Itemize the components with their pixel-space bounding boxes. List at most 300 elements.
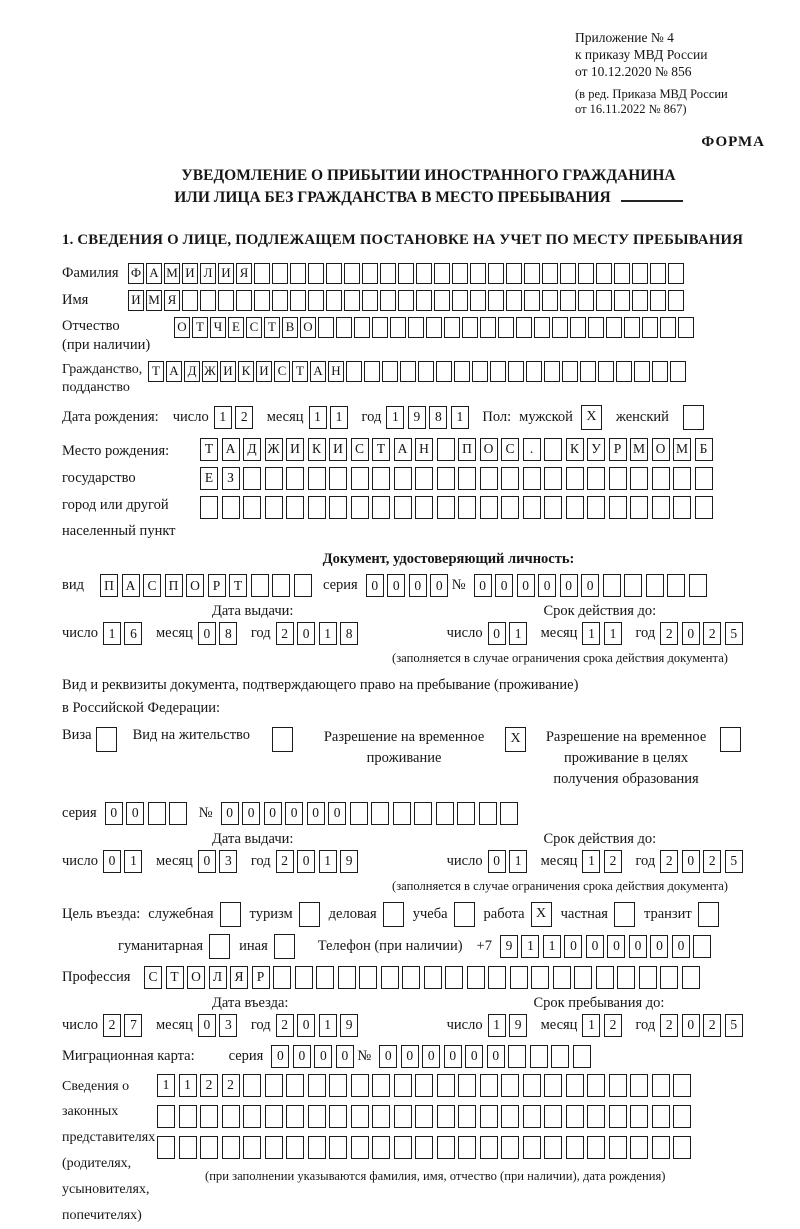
purpose-transit-checkbox[interactable]: [698, 902, 719, 927]
char-cell[interactable]: 7: [124, 1014, 142, 1037]
char-cell[interactable]: [542, 263, 558, 284]
char-cell[interactable]: [444, 317, 460, 338]
char-cell[interactable]: 9: [340, 1014, 358, 1037]
char-cell[interactable]: [667, 574, 685, 597]
char-cell[interactable]: 0: [307, 802, 325, 825]
sex-female-checkbox[interactable]: [683, 405, 704, 430]
char-cell[interactable]: 0: [488, 622, 506, 645]
char-cell[interactable]: [652, 467, 670, 490]
char-cell[interactable]: [673, 467, 691, 490]
char-cell[interactable]: 0: [264, 802, 282, 825]
char-cell[interactable]: К: [238, 361, 254, 382]
char-cell[interactable]: [372, 496, 390, 519]
char-cell[interactable]: [351, 467, 369, 490]
char-cell[interactable]: 0: [560, 574, 578, 597]
char-cell[interactable]: [606, 317, 622, 338]
char-cell[interactable]: 0: [198, 1014, 216, 1037]
char-cell[interactable]: [371, 802, 389, 825]
char-cell[interactable]: [587, 1074, 605, 1097]
char-cell[interactable]: [639, 966, 657, 989]
char-cell[interactable]: [179, 1105, 197, 1128]
char-cell[interactable]: 0: [564, 935, 582, 958]
char-cell[interactable]: [646, 574, 664, 597]
char-cell[interactable]: 1: [509, 850, 527, 873]
char-cell[interactable]: [553, 966, 571, 989]
char-cell[interactable]: К: [566, 438, 584, 461]
char-cell[interactable]: [157, 1105, 175, 1128]
char-cell[interactable]: [458, 467, 476, 490]
char-cell[interactable]: [445, 966, 463, 989]
char-cell[interactable]: [652, 1136, 670, 1159]
char-cell[interactable]: Е: [200, 467, 218, 490]
char-cell[interactable]: С: [274, 361, 290, 382]
char-cell[interactable]: [457, 802, 475, 825]
char-cell[interactable]: [624, 317, 640, 338]
char-cell[interactable]: [414, 802, 432, 825]
char-cell[interactable]: [523, 1136, 541, 1159]
char-cell[interactable]: 0: [297, 1014, 315, 1037]
char-cell[interactable]: Л: [200, 263, 216, 284]
char-cell[interactable]: С: [144, 966, 162, 989]
char-cell[interactable]: [632, 263, 648, 284]
char-cell[interactable]: С: [351, 438, 369, 461]
char-cell[interactable]: [673, 1105, 691, 1128]
char-cell[interactable]: [472, 361, 488, 382]
char-cell[interactable]: [524, 263, 540, 284]
char-cell[interactable]: [480, 317, 496, 338]
char-cell[interactable]: [344, 263, 360, 284]
char-cell[interactable]: [596, 966, 614, 989]
char-cell[interactable]: [609, 467, 627, 490]
char-cell[interactable]: [506, 290, 522, 311]
char-cell[interactable]: [580, 361, 596, 382]
char-cell[interactable]: 0: [495, 574, 513, 597]
char-cell[interactable]: [596, 290, 612, 311]
char-cell[interactable]: [462, 317, 478, 338]
char-cell[interactable]: [222, 1105, 240, 1128]
char-cell[interactable]: Р: [208, 574, 226, 597]
char-cell[interactable]: 0: [581, 574, 599, 597]
char-cell[interactable]: [682, 966, 700, 989]
char-cell[interactable]: И: [182, 263, 198, 284]
char-cell[interactable]: [148, 802, 166, 825]
char-cell[interactable]: П: [165, 574, 183, 597]
char-cell[interactable]: О: [174, 317, 190, 338]
char-cell[interactable]: [236, 290, 252, 311]
char-cell[interactable]: [470, 263, 486, 284]
char-cell[interactable]: [488, 263, 504, 284]
char-cell[interactable]: Т: [292, 361, 308, 382]
char-cell[interactable]: [308, 467, 326, 490]
char-cell[interactable]: Т: [200, 438, 218, 461]
char-cell[interactable]: 2: [703, 622, 721, 645]
char-cell[interactable]: 0: [198, 622, 216, 645]
char-cell[interactable]: [437, 438, 455, 461]
char-cell[interactable]: [415, 1105, 433, 1128]
char-cell[interactable]: [501, 1105, 519, 1128]
char-cell[interactable]: [265, 1074, 283, 1097]
sex-male-checkbox[interactable]: X: [581, 405, 602, 430]
char-cell[interactable]: [603, 574, 621, 597]
char-cell[interactable]: [630, 496, 648, 519]
char-cell[interactable]: [436, 802, 454, 825]
char-cell[interactable]: [506, 263, 522, 284]
char-cell[interactable]: 0: [444, 1045, 462, 1068]
char-cell[interactable]: 0: [401, 1045, 419, 1068]
char-cell[interactable]: [480, 1136, 498, 1159]
char-cell[interactable]: [416, 290, 432, 311]
char-cell[interactable]: [630, 1105, 648, 1128]
char-cell[interactable]: [308, 263, 324, 284]
char-cell[interactable]: [458, 1136, 476, 1159]
char-cell[interactable]: [454, 361, 470, 382]
char-cell[interactable]: [308, 290, 324, 311]
char-cell[interactable]: И: [218, 263, 234, 284]
char-cell[interactable]: [346, 361, 362, 382]
char-cell[interactable]: 2: [660, 1014, 678, 1037]
char-cell[interactable]: 0: [586, 935, 604, 958]
char-cell[interactable]: 5: [725, 850, 743, 873]
char-cell[interactable]: [673, 1136, 691, 1159]
char-cell[interactable]: 0: [672, 935, 690, 958]
char-cell[interactable]: 3: [219, 1014, 237, 1037]
char-cell[interactable]: 0: [293, 1045, 311, 1068]
char-cell[interactable]: [286, 496, 304, 519]
char-cell[interactable]: 1: [386, 406, 404, 429]
char-cell[interactable]: [272, 290, 288, 311]
char-cell[interactable]: [544, 496, 562, 519]
char-cell[interactable]: 2: [703, 850, 721, 873]
char-cell[interactable]: [510, 966, 528, 989]
char-cell[interactable]: 0: [465, 1045, 483, 1068]
char-cell[interactable]: 1: [582, 1014, 600, 1037]
char-cell[interactable]: 0: [387, 574, 405, 597]
char-cell[interactable]: [436, 361, 452, 382]
char-cell[interactable]: 0: [379, 1045, 397, 1068]
char-cell[interactable]: [381, 966, 399, 989]
char-cell[interactable]: 0: [430, 574, 448, 597]
char-cell[interactable]: 1: [451, 406, 469, 429]
char-cell[interactable]: [316, 966, 334, 989]
char-cell[interactable]: 1: [543, 935, 561, 958]
char-cell[interactable]: [501, 1136, 519, 1159]
char-cell[interactable]: 0: [297, 622, 315, 645]
char-cell[interactable]: [501, 1074, 519, 1097]
char-cell[interactable]: 2: [276, 850, 294, 873]
char-cell[interactable]: [402, 966, 420, 989]
char-cell[interactable]: [286, 1136, 304, 1159]
char-cell[interactable]: Т: [229, 574, 247, 597]
char-cell[interactable]: И: [220, 361, 236, 382]
char-cell[interactable]: 0: [221, 802, 239, 825]
char-cell[interactable]: [415, 496, 433, 519]
char-cell[interactable]: [458, 1074, 476, 1097]
char-cell[interactable]: [573, 1045, 591, 1068]
char-cell[interactable]: [362, 263, 378, 284]
char-cell[interactable]: [566, 1074, 584, 1097]
char-cell[interactable]: [587, 1136, 605, 1159]
visa-checkbox[interactable]: [96, 727, 117, 752]
char-cell[interactable]: [500, 802, 518, 825]
char-cell[interactable]: [380, 263, 396, 284]
char-cell[interactable]: [524, 290, 540, 311]
char-cell[interactable]: 0: [538, 574, 556, 597]
char-cell[interactable]: Ж: [202, 361, 218, 382]
char-cell[interactable]: [290, 263, 306, 284]
char-cell[interactable]: 2: [703, 1014, 721, 1037]
char-cell[interactable]: [329, 1074, 347, 1097]
char-cell[interactable]: [534, 317, 550, 338]
char-cell[interactable]: М: [673, 438, 691, 461]
char-cell[interactable]: [544, 1105, 562, 1128]
char-cell[interactable]: Д: [243, 438, 261, 461]
char-cell[interactable]: [243, 1136, 261, 1159]
purpose-business-checkbox[interactable]: [383, 902, 404, 927]
char-cell[interactable]: [530, 1045, 548, 1068]
char-cell[interactable]: [329, 1105, 347, 1128]
char-cell[interactable]: [308, 1105, 326, 1128]
char-cell[interactable]: [673, 496, 691, 519]
char-cell[interactable]: [480, 496, 498, 519]
char-cell[interactable]: 1: [103, 622, 121, 645]
char-cell[interactable]: [273, 966, 291, 989]
char-cell[interactable]: [295, 966, 313, 989]
char-cell[interactable]: 2: [276, 1014, 294, 1037]
char-cell[interactable]: [678, 317, 694, 338]
char-cell[interactable]: [272, 574, 290, 597]
char-cell[interactable]: [693, 935, 711, 958]
char-cell[interactable]: [329, 467, 347, 490]
char-cell[interactable]: 0: [271, 1045, 289, 1068]
char-cell[interactable]: [200, 496, 218, 519]
char-cell[interactable]: [523, 496, 541, 519]
char-cell[interactable]: 1: [604, 622, 622, 645]
char-cell[interactable]: [272, 263, 288, 284]
char-cell[interactable]: [508, 1045, 526, 1068]
char-cell[interactable]: [338, 966, 356, 989]
char-cell[interactable]: [695, 496, 713, 519]
char-cell[interactable]: [614, 290, 630, 311]
purpose-tourism-checkbox[interactable]: [299, 902, 320, 927]
char-cell[interactable]: [243, 1074, 261, 1097]
char-cell[interactable]: [668, 290, 684, 311]
char-cell[interactable]: 0: [488, 850, 506, 873]
char-cell[interactable]: [544, 1074, 562, 1097]
char-cell[interactable]: [624, 574, 642, 597]
char-cell[interactable]: [372, 1136, 390, 1159]
char-cell[interactable]: [426, 317, 442, 338]
char-cell[interactable]: [480, 1074, 498, 1097]
purpose-study-checkbox[interactable]: [454, 902, 475, 927]
char-cell[interactable]: [452, 290, 468, 311]
char-cell[interactable]: [418, 361, 434, 382]
char-cell[interactable]: 0: [517, 574, 535, 597]
char-cell[interactable]: [544, 1136, 562, 1159]
char-cell[interactable]: 5: [725, 622, 743, 645]
char-cell[interactable]: [200, 1136, 218, 1159]
char-cell[interactable]: [254, 263, 270, 284]
char-cell[interactable]: Т: [192, 317, 208, 338]
char-cell[interactable]: [351, 1105, 369, 1128]
char-cell[interactable]: К: [308, 438, 326, 461]
char-cell[interactable]: [394, 1105, 412, 1128]
char-cell[interactable]: [523, 467, 541, 490]
char-cell[interactable]: Т: [372, 438, 390, 461]
char-cell[interactable]: 1: [582, 622, 600, 645]
char-cell[interactable]: [372, 467, 390, 490]
char-cell[interactable]: В: [282, 317, 298, 338]
char-cell[interactable]: [578, 290, 594, 311]
char-cell[interactable]: [437, 496, 455, 519]
char-cell[interactable]: [458, 1105, 476, 1128]
char-cell[interactable]: [169, 802, 187, 825]
char-cell[interactable]: [308, 1136, 326, 1159]
purpose-other-checkbox[interactable]: [274, 934, 295, 959]
char-cell[interactable]: Ж: [265, 438, 283, 461]
char-cell[interactable]: 1: [330, 406, 348, 429]
char-cell[interactable]: 9: [340, 850, 358, 873]
char-cell[interactable]: [265, 467, 283, 490]
char-cell[interactable]: [523, 1105, 541, 1128]
char-cell[interactable]: [318, 317, 334, 338]
char-cell[interactable]: 0: [682, 1014, 700, 1037]
char-cell[interactable]: [632, 290, 648, 311]
purpose-private-checkbox[interactable]: [614, 902, 635, 927]
char-cell[interactable]: Т: [166, 966, 184, 989]
char-cell[interactable]: С: [143, 574, 161, 597]
char-cell[interactable]: [634, 361, 650, 382]
temp-residence-checkbox[interactable]: X: [505, 727, 526, 752]
char-cell[interactable]: 0: [105, 802, 123, 825]
char-cell[interactable]: [265, 1136, 283, 1159]
char-cell[interactable]: [689, 574, 707, 597]
char-cell[interactable]: 0: [650, 935, 668, 958]
char-cell[interactable]: [372, 1074, 390, 1097]
char-cell[interactable]: 6: [124, 622, 142, 645]
char-cell[interactable]: 0: [314, 1045, 332, 1068]
char-cell[interactable]: 1: [509, 622, 527, 645]
char-cell[interactable]: [480, 467, 498, 490]
char-cell[interactable]: У: [587, 438, 605, 461]
char-cell[interactable]: 0: [285, 802, 303, 825]
char-cell[interactable]: [308, 1074, 326, 1097]
char-cell[interactable]: 1: [309, 406, 327, 429]
char-cell[interactable]: 1: [319, 850, 337, 873]
char-cell[interactable]: [578, 263, 594, 284]
char-cell[interactable]: [326, 263, 342, 284]
char-cell[interactable]: [673, 1074, 691, 1097]
char-cell[interactable]: [598, 361, 614, 382]
char-cell[interactable]: [380, 290, 396, 311]
char-cell[interactable]: П: [100, 574, 118, 597]
char-cell[interactable]: [437, 1136, 455, 1159]
char-cell[interactable]: М: [146, 290, 162, 311]
char-cell[interactable]: 0: [474, 574, 492, 597]
char-cell[interactable]: [660, 317, 676, 338]
char-cell[interactable]: [609, 1136, 627, 1159]
char-cell[interactable]: [560, 263, 576, 284]
char-cell[interactable]: 2: [660, 622, 678, 645]
char-cell[interactable]: [609, 1074, 627, 1097]
char-cell[interactable]: [415, 1136, 433, 1159]
char-cell[interactable]: 0: [607, 935, 625, 958]
char-cell[interactable]: [566, 496, 584, 519]
purpose-official-checkbox[interactable]: [220, 902, 241, 927]
char-cell[interactable]: Ч: [210, 317, 226, 338]
char-cell[interactable]: А: [122, 574, 140, 597]
purpose-humanitarian-checkbox[interactable]: [209, 934, 230, 959]
char-cell[interactable]: А: [310, 361, 326, 382]
char-cell[interactable]: [218, 290, 234, 311]
char-cell[interactable]: [542, 290, 558, 311]
char-cell[interactable]: [650, 263, 666, 284]
char-cell[interactable]: [179, 1136, 197, 1159]
char-cell[interactable]: [286, 467, 304, 490]
char-cell[interactable]: .: [523, 438, 541, 461]
char-cell[interactable]: [398, 263, 414, 284]
char-cell[interactable]: [351, 1074, 369, 1097]
char-cell[interactable]: [329, 1136, 347, 1159]
char-cell[interactable]: [415, 1074, 433, 1097]
char-cell[interactable]: 9: [500, 935, 518, 958]
char-cell[interactable]: М: [164, 263, 180, 284]
char-cell[interactable]: 9: [509, 1014, 527, 1037]
char-cell[interactable]: [526, 361, 542, 382]
char-cell[interactable]: [243, 1105, 261, 1128]
char-cell[interactable]: 0: [336, 1045, 354, 1068]
char-cell[interactable]: [251, 574, 269, 597]
char-cell[interactable]: [609, 496, 627, 519]
char-cell[interactable]: 1: [124, 850, 142, 873]
char-cell[interactable]: [382, 361, 398, 382]
char-cell[interactable]: [566, 467, 584, 490]
char-cell[interactable]: [254, 290, 270, 311]
char-cell[interactable]: Т: [264, 317, 280, 338]
char-cell[interactable]: С: [246, 317, 262, 338]
char-cell[interactable]: [652, 1074, 670, 1097]
char-cell[interactable]: [415, 467, 433, 490]
char-cell[interactable]: 0: [198, 850, 216, 873]
char-cell[interactable]: 0: [366, 574, 384, 597]
char-cell[interactable]: 0: [629, 935, 647, 958]
char-cell[interactable]: [614, 263, 630, 284]
char-cell[interactable]: [222, 496, 240, 519]
char-cell[interactable]: [350, 802, 368, 825]
char-cell[interactable]: [642, 317, 658, 338]
char-cell[interactable]: [243, 467, 261, 490]
char-cell[interactable]: [390, 317, 406, 338]
char-cell[interactable]: О: [480, 438, 498, 461]
char-cell[interactable]: [394, 467, 412, 490]
char-cell[interactable]: [508, 361, 524, 382]
char-cell[interactable]: [617, 966, 635, 989]
char-cell[interactable]: 5: [725, 1014, 743, 1037]
char-cell[interactable]: Я: [236, 263, 252, 284]
char-cell[interactable]: [480, 1105, 498, 1128]
char-cell[interactable]: 0: [126, 802, 144, 825]
char-cell[interactable]: [588, 317, 604, 338]
char-cell[interactable]: 1: [179, 1074, 197, 1097]
char-cell[interactable]: Б: [695, 438, 713, 461]
char-cell[interactable]: 0: [422, 1045, 440, 1068]
char-cell[interactable]: 8: [340, 622, 358, 645]
char-cell[interactable]: А: [394, 438, 412, 461]
char-cell[interactable]: [400, 361, 416, 382]
char-cell[interactable]: [265, 496, 283, 519]
char-cell[interactable]: [434, 290, 450, 311]
char-cell[interactable]: [488, 290, 504, 311]
char-cell[interactable]: [393, 802, 411, 825]
